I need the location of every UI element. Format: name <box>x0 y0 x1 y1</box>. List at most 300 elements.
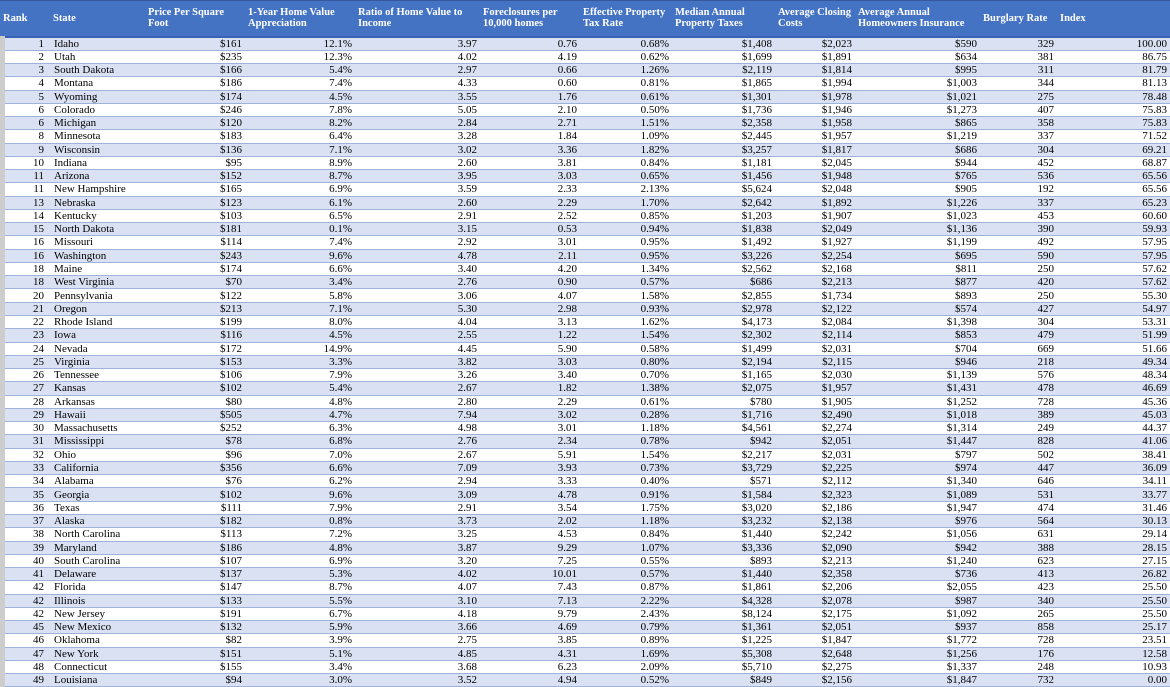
cell-burglary-rate: 646 <box>980 475 1057 488</box>
column-header-rank: Rank <box>0 1 50 37</box>
cell-index: 45.36 <box>1057 395 1170 408</box>
table-row <box>0 223 1170 236</box>
cell-foreclosures: 2.10 <box>480 103 580 116</box>
cell-median-taxes: $3,336 <box>672 541 775 554</box>
cell-median-taxes: $1,456 <box>672 170 775 183</box>
cell-price-per-sqft: $152 <box>145 170 245 183</box>
cell-closing-costs: $2,358 <box>775 568 855 581</box>
cell-foreclosures: 2.29 <box>480 196 580 209</box>
cell-rank: 5 <box>0 90 50 103</box>
table-row <box>0 607 1170 620</box>
cell-burglary-rate: 304 <box>980 143 1057 156</box>
cell-state: Arizona <box>50 170 145 183</box>
table-row <box>0 647 1170 660</box>
cell-appreciation: 3.3% <box>245 355 355 368</box>
cell-price-per-sqft: $252 <box>145 422 245 435</box>
table-row <box>0 130 1170 143</box>
cell-value-income-ratio: 3.20 <box>355 554 480 567</box>
cell-foreclosures: 3.01 <box>480 422 580 435</box>
cell-price-per-sqft: $133 <box>145 594 245 607</box>
cell-state: West Virginia <box>50 276 145 289</box>
cell-index: 29.14 <box>1057 528 1170 541</box>
cell-price-per-sqft: $186 <box>145 77 245 90</box>
cell-appreciation: 6.3% <box>245 422 355 435</box>
cell-value-income-ratio: 2.76 <box>355 435 480 448</box>
cell-tax-rate: 0.61% <box>580 90 672 103</box>
table-row <box>0 342 1170 355</box>
table-row <box>0 156 1170 169</box>
cell-appreciation: 6.5% <box>245 209 355 222</box>
cell-value-income-ratio: 2.84 <box>355 117 480 130</box>
cell-closing-costs: $2,051 <box>775 435 855 448</box>
cell-insurance: $942 <box>855 541 980 554</box>
cell-median-taxes: $1,203 <box>672 209 775 222</box>
cell-index: 59.93 <box>1057 223 1170 236</box>
cell-tax-rate: 1.58% <box>580 289 672 302</box>
cell-tax-rate: 0.70% <box>580 369 672 382</box>
table-row <box>0 183 1170 196</box>
cell-price-per-sqft: $235 <box>145 50 245 63</box>
cell-value-income-ratio: 2.80 <box>355 395 480 408</box>
cell-median-taxes: $3,729 <box>672 461 775 474</box>
cell-insurance: $1,018 <box>855 408 980 421</box>
cell-state: Maryland <box>50 541 145 554</box>
cell-appreciation: 6.8% <box>245 435 355 448</box>
cell-value-income-ratio: 3.52 <box>355 674 480 687</box>
cell-price-per-sqft: $95 <box>145 156 245 169</box>
cell-insurance: $811 <box>855 262 980 275</box>
cell-median-taxes: $1,361 <box>672 621 775 634</box>
cell-price-per-sqft: $111 <box>145 501 245 514</box>
cell-median-taxes: $1,440 <box>672 528 775 541</box>
cell-index: 25.50 <box>1057 594 1170 607</box>
cell-closing-costs: $2,114 <box>775 329 855 342</box>
cell-appreciation: 7.4% <box>245 236 355 249</box>
cell-burglary-rate: 590 <box>980 249 1057 262</box>
cell-foreclosures: 4.78 <box>480 488 580 501</box>
cell-closing-costs: $2,078 <box>775 594 855 607</box>
cell-price-per-sqft: $96 <box>145 448 245 461</box>
cell-median-taxes: $1,408 <box>672 37 775 51</box>
cell-price-per-sqft: $199 <box>145 316 245 329</box>
cell-median-taxes: $4,173 <box>672 316 775 329</box>
cell-burglary-rate: 337 <box>980 196 1057 209</box>
cell-burglary-rate: 576 <box>980 369 1057 382</box>
cell-price-per-sqft: $356 <box>145 461 245 474</box>
cell-tax-rate: 0.95% <box>580 236 672 249</box>
cell-index: 68.87 <box>1057 156 1170 169</box>
cell-price-per-sqft: $80 <box>145 395 245 408</box>
cell-insurance: $1,273 <box>855 103 980 116</box>
cell-median-taxes: $2,358 <box>672 117 775 130</box>
table-row <box>0 448 1170 461</box>
cell-state: Massachusetts <box>50 422 145 435</box>
cell-insurance: $1,240 <box>855 554 980 567</box>
cell-state: Wisconsin <box>50 143 145 156</box>
cell-price-per-sqft: $155 <box>145 660 245 673</box>
cell-burglary-rate: 390 <box>980 223 1057 236</box>
cell-value-income-ratio: 2.67 <box>355 448 480 461</box>
cell-median-taxes: $3,257 <box>672 143 775 156</box>
cell-closing-costs: $1,957 <box>775 130 855 143</box>
cell-closing-costs: $2,090 <box>775 541 855 554</box>
cell-closing-costs: $2,049 <box>775 223 855 236</box>
table-row <box>0 170 1170 183</box>
cell-state: Hawaii <box>50 408 145 421</box>
cell-state: Nevada <box>50 342 145 355</box>
cell-foreclosures: 9.79 <box>480 607 580 620</box>
cell-median-taxes: $1,584 <box>672 488 775 501</box>
cell-median-taxes: $1,736 <box>672 103 775 116</box>
cell-insurance: $944 <box>855 156 980 169</box>
cell-burglary-rate: 265 <box>980 607 1057 620</box>
cell-burglary-rate: 502 <box>980 448 1057 461</box>
cell-state: Kansas <box>50 382 145 395</box>
cell-appreciation: 0.8% <box>245 515 355 528</box>
cell-index: 41.06 <box>1057 435 1170 448</box>
cell-price-per-sqft: $181 <box>145 223 245 236</box>
cell-foreclosures: 2.02 <box>480 515 580 528</box>
table-row <box>0 594 1170 607</box>
cell-tax-rate: 1.34% <box>580 262 672 275</box>
cell-rank: 48 <box>0 660 50 673</box>
cell-closing-costs: $2,213 <box>775 276 855 289</box>
cell-state: Alabama <box>50 475 145 488</box>
table-row <box>0 422 1170 435</box>
cell-index: 60.60 <box>1057 209 1170 222</box>
cell-foreclosures: 1.82 <box>480 382 580 395</box>
cell-value-income-ratio: 4.02 <box>355 568 480 581</box>
cell-median-taxes: $1,838 <box>672 223 775 236</box>
cell-tax-rate: 0.81% <box>580 77 672 90</box>
cell-tax-rate: 0.89% <box>580 634 672 647</box>
cell-price-per-sqft: $106 <box>145 369 245 382</box>
cell-state: Mississippi <box>50 435 145 448</box>
cell-rank: 27 <box>0 382 50 395</box>
cell-tax-rate: 0.52% <box>580 674 672 687</box>
cell-foreclosures: 9.29 <box>480 541 580 554</box>
cell-closing-costs: $1,892 <box>775 196 855 209</box>
table-row <box>0 289 1170 302</box>
cell-insurance: $1,219 <box>855 130 980 143</box>
table-row <box>0 63 1170 76</box>
cell-burglary-rate: 478 <box>980 382 1057 395</box>
table-row <box>0 103 1170 116</box>
column-header-median-taxes: Median Annual Property Taxes <box>672 1 775 37</box>
cell-foreclosures: 4.31 <box>480 647 580 660</box>
cell-insurance: $995 <box>855 63 980 76</box>
cell-value-income-ratio: 3.28 <box>355 130 480 143</box>
cell-index: 65.23 <box>1057 196 1170 209</box>
cell-state: North Carolina <box>50 528 145 541</box>
cell-rank: 6 <box>0 117 50 130</box>
cell-rank: 38 <box>0 528 50 541</box>
cell-index: 51.99 <box>1057 329 1170 342</box>
cell-median-taxes: $5,308 <box>672 647 775 660</box>
cell-appreciation: 5.4% <box>245 382 355 395</box>
cell-foreclosures: 4.94 <box>480 674 580 687</box>
table-row <box>0 37 1170 51</box>
cell-median-taxes: $1,225 <box>672 634 775 647</box>
cell-tax-rate: 2.43% <box>580 607 672 620</box>
cell-price-per-sqft: $151 <box>145 647 245 660</box>
cell-value-income-ratio: 3.26 <box>355 369 480 382</box>
cell-value-income-ratio: 3.66 <box>355 621 480 634</box>
cell-median-taxes: $1,499 <box>672 342 775 355</box>
cell-median-taxes: $2,978 <box>672 302 775 315</box>
cell-insurance: $937 <box>855 621 980 634</box>
cell-burglary-rate: 407 <box>980 103 1057 116</box>
cell-foreclosures: 0.53 <box>480 223 580 236</box>
cell-appreciation: 9.6% <box>245 249 355 262</box>
cell-foreclosures: 2.29 <box>480 395 580 408</box>
cell-rank: 28 <box>0 395 50 408</box>
cell-appreciation: 5.5% <box>245 594 355 607</box>
cell-state: Wyoming <box>50 90 145 103</box>
cell-insurance: $1,139 <box>855 369 980 382</box>
cell-index: 12.58 <box>1057 647 1170 660</box>
cell-value-income-ratio: 3.55 <box>355 90 480 103</box>
cell-burglary-rate: 828 <box>980 435 1057 448</box>
cell-foreclosures: 0.76 <box>480 37 580 51</box>
cell-burglary-rate: 474 <box>980 501 1057 514</box>
cell-tax-rate: 0.80% <box>580 355 672 368</box>
cell-price-per-sqft: $113 <box>145 528 245 541</box>
cell-foreclosures: 4.69 <box>480 621 580 634</box>
cell-closing-costs: $1,905 <box>775 395 855 408</box>
cell-tax-rate: 0.55% <box>580 554 672 567</box>
cell-insurance: $974 <box>855 461 980 474</box>
cell-rank: 10 <box>0 156 50 169</box>
cell-closing-costs: $2,186 <box>775 501 855 514</box>
cell-rank: 11 <box>0 170 50 183</box>
cell-price-per-sqft: $213 <box>145 302 245 315</box>
cell-index: 57.95 <box>1057 249 1170 262</box>
cell-foreclosures: 3.40 <box>480 369 580 382</box>
cell-appreciation: 7.0% <box>245 448 355 461</box>
table-row <box>0 634 1170 647</box>
cell-price-per-sqft: $82 <box>145 634 245 647</box>
table-header <box>0 1 1170 37</box>
cell-value-income-ratio: 3.68 <box>355 660 480 673</box>
cell-appreciation: 8.7% <box>245 581 355 594</box>
cell-insurance: $976 <box>855 515 980 528</box>
cell-value-income-ratio: 2.55 <box>355 329 480 342</box>
cell-burglary-rate: 340 <box>980 594 1057 607</box>
cell-rank: 3 <box>0 63 50 76</box>
cell-rank: 2 <box>0 50 50 63</box>
cell-price-per-sqft: $78 <box>145 435 245 448</box>
cell-rank: 31 <box>0 435 50 448</box>
cell-closing-costs: $1,814 <box>775 63 855 76</box>
cell-price-per-sqft: $70 <box>145 276 245 289</box>
cell-appreciation: 7.2% <box>245 528 355 541</box>
column-header-appreciation: 1-Year Home Value Appreciation <box>245 1 355 37</box>
table-row <box>0 262 1170 275</box>
cell-appreciation: 7.9% <box>245 501 355 514</box>
cell-closing-costs: $2,242 <box>775 528 855 541</box>
cell-insurance: $686 <box>855 143 980 156</box>
cell-insurance: $1,226 <box>855 196 980 209</box>
cell-index: 30.13 <box>1057 515 1170 528</box>
cell-insurance: $1,256 <box>855 647 980 660</box>
cell-price-per-sqft: $153 <box>145 355 245 368</box>
cell-burglary-rate: 388 <box>980 541 1057 554</box>
cell-burglary-rate: 631 <box>980 528 1057 541</box>
cell-foreclosures: 3.03 <box>480 355 580 368</box>
cell-closing-costs: $1,891 <box>775 50 855 63</box>
cell-tax-rate: 1.70% <box>580 196 672 209</box>
cell-value-income-ratio: 2.60 <box>355 196 480 209</box>
cell-closing-costs: $2,156 <box>775 674 855 687</box>
cell-value-income-ratio: 4.07 <box>355 581 480 594</box>
cell-appreciation: 7.1% <box>245 302 355 315</box>
cell-burglary-rate: 381 <box>980 50 1057 63</box>
cell-tax-rate: 1.09% <box>580 130 672 143</box>
cell-appreciation: 8.0% <box>245 316 355 329</box>
table-row <box>0 276 1170 289</box>
cell-foreclosures: 4.53 <box>480 528 580 541</box>
cell-state: Oregon <box>50 302 145 315</box>
cell-price-per-sqft: $123 <box>145 196 245 209</box>
cell-foreclosures: 4.19 <box>480 50 580 63</box>
cell-appreciation: 7.8% <box>245 103 355 116</box>
cell-appreciation: 6.7% <box>245 607 355 620</box>
cell-rank: 25 <box>0 355 50 368</box>
cell-state: Kentucky <box>50 209 145 222</box>
cell-closing-costs: $2,115 <box>775 355 855 368</box>
table-row <box>0 541 1170 554</box>
cell-insurance: $1,847 <box>855 674 980 687</box>
cell-median-taxes: $8,124 <box>672 607 775 620</box>
cell-burglary-rate: 423 <box>980 581 1057 594</box>
cell-insurance: $853 <box>855 329 980 342</box>
cell-foreclosures: 1.84 <box>480 130 580 143</box>
cell-index: 65.56 <box>1057 170 1170 183</box>
cell-value-income-ratio: 2.94 <box>355 475 480 488</box>
cell-price-per-sqft: $186 <box>145 541 245 554</box>
cell-index: 100.00 <box>1057 37 1170 51</box>
cell-burglary-rate: 492 <box>980 236 1057 249</box>
cell-rank: 39 <box>0 541 50 554</box>
cell-rank: 37 <box>0 515 50 528</box>
cell-price-per-sqft: $132 <box>145 621 245 634</box>
cell-value-income-ratio: 3.09 <box>355 488 480 501</box>
cell-price-per-sqft: $183 <box>145 130 245 143</box>
column-header-burglary-rate: Burglary Rate <box>980 1 1057 37</box>
cell-tax-rate: 2.22% <box>580 594 672 607</box>
cell-foreclosures: 0.66 <box>480 63 580 76</box>
cell-price-per-sqft: $505 <box>145 408 245 421</box>
cell-value-income-ratio: 5.05 <box>355 103 480 116</box>
cell-index: 53.31 <box>1057 316 1170 329</box>
cell-rank: 21 <box>0 302 50 315</box>
cell-median-taxes: $2,562 <box>672 262 775 275</box>
cell-foreclosures: 3.13 <box>480 316 580 329</box>
cell-state: Alaska <box>50 515 145 528</box>
cell-value-income-ratio: 3.10 <box>355 594 480 607</box>
table-row <box>0 50 1170 63</box>
cell-closing-costs: $2,112 <box>775 475 855 488</box>
cell-tax-rate: 0.78% <box>580 435 672 448</box>
cell-foreclosures: 6.23 <box>480 660 580 673</box>
cell-index: 48.34 <box>1057 369 1170 382</box>
table-body <box>0 37 1170 687</box>
cell-closing-costs: $1,946 <box>775 103 855 116</box>
table-row <box>0 528 1170 541</box>
cell-appreciation: 5.3% <box>245 568 355 581</box>
cell-appreciation: 5.1% <box>245 647 355 660</box>
cell-burglary-rate: 304 <box>980 316 1057 329</box>
cell-foreclosures: 2.33 <box>480 183 580 196</box>
cell-index: 10.93 <box>1057 660 1170 673</box>
cell-value-income-ratio: 2.91 <box>355 501 480 514</box>
table-row <box>0 554 1170 567</box>
cell-rank: 42 <box>0 594 50 607</box>
cell-price-per-sqft: $137 <box>145 568 245 581</box>
table-row <box>0 461 1170 474</box>
cell-burglary-rate: 358 <box>980 117 1057 130</box>
cell-burglary-rate: 732 <box>980 674 1057 687</box>
cell-insurance: $1,340 <box>855 475 980 488</box>
cell-burglary-rate: 728 <box>980 395 1057 408</box>
cell-median-taxes: $5,710 <box>672 660 775 673</box>
cell-value-income-ratio: 4.18 <box>355 607 480 620</box>
cell-state: New Hampshire <box>50 183 145 196</box>
cell-state: Delaware <box>50 568 145 581</box>
cell-insurance: $1,431 <box>855 382 980 395</box>
cell-median-taxes: $3,020 <box>672 501 775 514</box>
cell-closing-costs: $2,274 <box>775 422 855 435</box>
column-header-insurance: Average Annual Homeowners Insurance <box>855 1 980 37</box>
cell-median-taxes: $2,217 <box>672 448 775 461</box>
cell-tax-rate: 0.62% <box>580 50 672 63</box>
cell-tax-rate: 0.95% <box>580 249 672 262</box>
cell-index: 57.62 <box>1057 276 1170 289</box>
cell-insurance: $1,003 <box>855 77 980 90</box>
cell-tax-rate: 1.07% <box>580 541 672 554</box>
cell-rank: 33 <box>0 461 50 474</box>
cell-closing-costs: $2,122 <box>775 302 855 315</box>
cell-insurance: $1,947 <box>855 501 980 514</box>
cell-burglary-rate: 176 <box>980 647 1057 660</box>
cell-insurance: $2,055 <box>855 581 980 594</box>
cell-appreciation: 5.4% <box>245 63 355 76</box>
cell-closing-costs: $2,031 <box>775 342 855 355</box>
cell-appreciation: 8.2% <box>245 117 355 130</box>
cell-state: Connecticut <box>50 660 145 673</box>
cell-tax-rate: 1.75% <box>580 501 672 514</box>
cell-appreciation: 7.9% <box>245 369 355 382</box>
cell-foreclosures: 5.90 <box>480 342 580 355</box>
cell-insurance: $1,089 <box>855 488 980 501</box>
cell-tax-rate: 2.13% <box>580 183 672 196</box>
cell-state: Florida <box>50 581 145 594</box>
table-row <box>0 329 1170 342</box>
cell-insurance: $1,398 <box>855 316 980 329</box>
cell-burglary-rate: 311 <box>980 63 1057 76</box>
cell-rank: 23 <box>0 329 50 342</box>
table-row <box>0 382 1170 395</box>
cell-index: 23.51 <box>1057 634 1170 647</box>
cell-closing-costs: $2,023 <box>775 37 855 51</box>
cell-median-taxes: $893 <box>672 554 775 567</box>
cell-price-per-sqft: $116 <box>145 329 245 342</box>
cell-state: Nebraska <box>50 196 145 209</box>
cell-burglary-rate: 447 <box>980 461 1057 474</box>
cell-value-income-ratio: 4.98 <box>355 422 480 435</box>
cell-price-per-sqft: $174 <box>145 262 245 275</box>
